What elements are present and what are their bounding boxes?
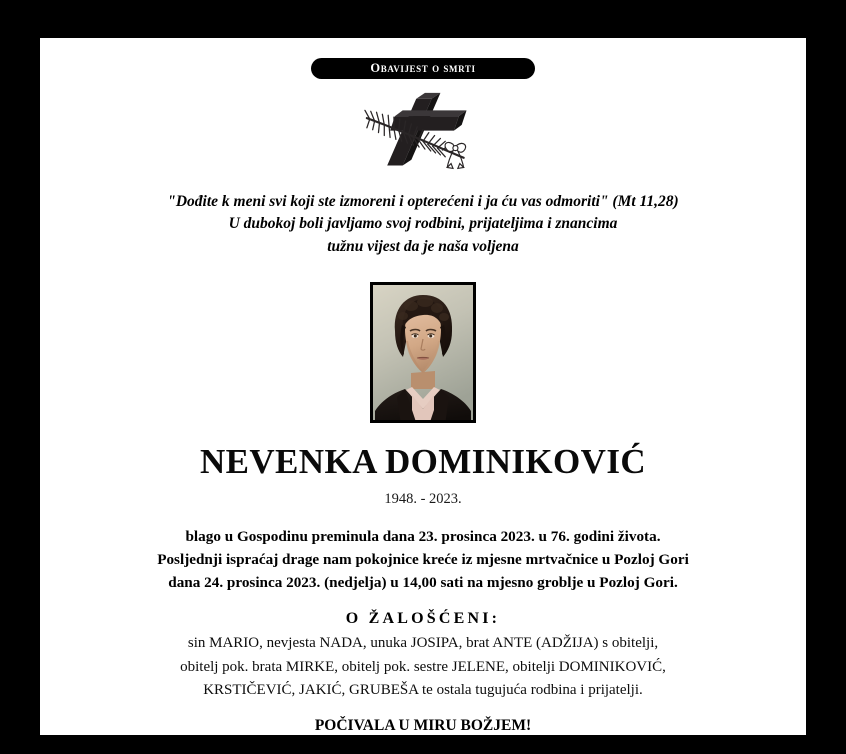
detail-line: dana 24. prosinca 2023. (nedjelja) u 14,00 sati na mjesno groblje u Pozloj Gori. bbox=[168, 574, 678, 592]
verse-line: U dubokoj boli javljamo svoj rodbini, prijateljima i znancima bbox=[228, 215, 618, 233]
verse-line: tužnu vijest da je naša voljena bbox=[327, 238, 519, 256]
obituary-card bbox=[40, 38, 806, 735]
portrait-photo bbox=[370, 282, 476, 423]
closing-blessing: POČIVALA U MIRU BOŽJEM! bbox=[314, 717, 532, 735]
funeral-details-block bbox=[63, 525, 783, 594]
portrait-photo-image bbox=[373, 285, 473, 423]
notice-type-label: Obavijest o smrti bbox=[370, 61, 476, 76]
scripture-verse-block bbox=[103, 191, 743, 259]
cross-with-palm-branch-icon bbox=[353, 91, 493, 170]
detail-line: Posljednji ispraćaj drage nam pokojnice kreće iz mjesne mrtvačnice u Pozloj Gori bbox=[157, 551, 689, 569]
deceased-name: NEVENKA DOMINIKOVIĆ bbox=[199, 442, 647, 482]
deceased-dates: 1948. - 2023. bbox=[384, 490, 462, 507]
detail-line: blago u Gospodinu preminula dana 23. prosinca 2023. u 76. godini života. bbox=[185, 527, 661, 545]
mourner-line: KRSTIČEVIĆ, JAKIĆ, GRUBEŠA te ostala tugujuća rodbina i prijatelji. bbox=[203, 681, 643, 698]
mourner-line: sin MARIO, nevjesta NADA, unuka JOSIPA, brat ANTE (ADŽIJA) s obitelji, bbox=[187, 635, 659, 652]
mourners-list bbox=[63, 632, 783, 702]
mourner-line: obitelj pok. brata MIRKE, obitelj pok. sestre JELENE, obitelji DOMINIKOVIĆ, bbox=[180, 658, 666, 675]
mourners-heading: O ŽALOŠĆENI: bbox=[345, 610, 501, 628]
verse-line: "Dođite k meni svi koji ste izmoreni i opterećeni i ja ću vas odmoriti" (Mt 11,28) bbox=[167, 192, 679, 210]
notice-type-banner bbox=[311, 58, 535, 79]
